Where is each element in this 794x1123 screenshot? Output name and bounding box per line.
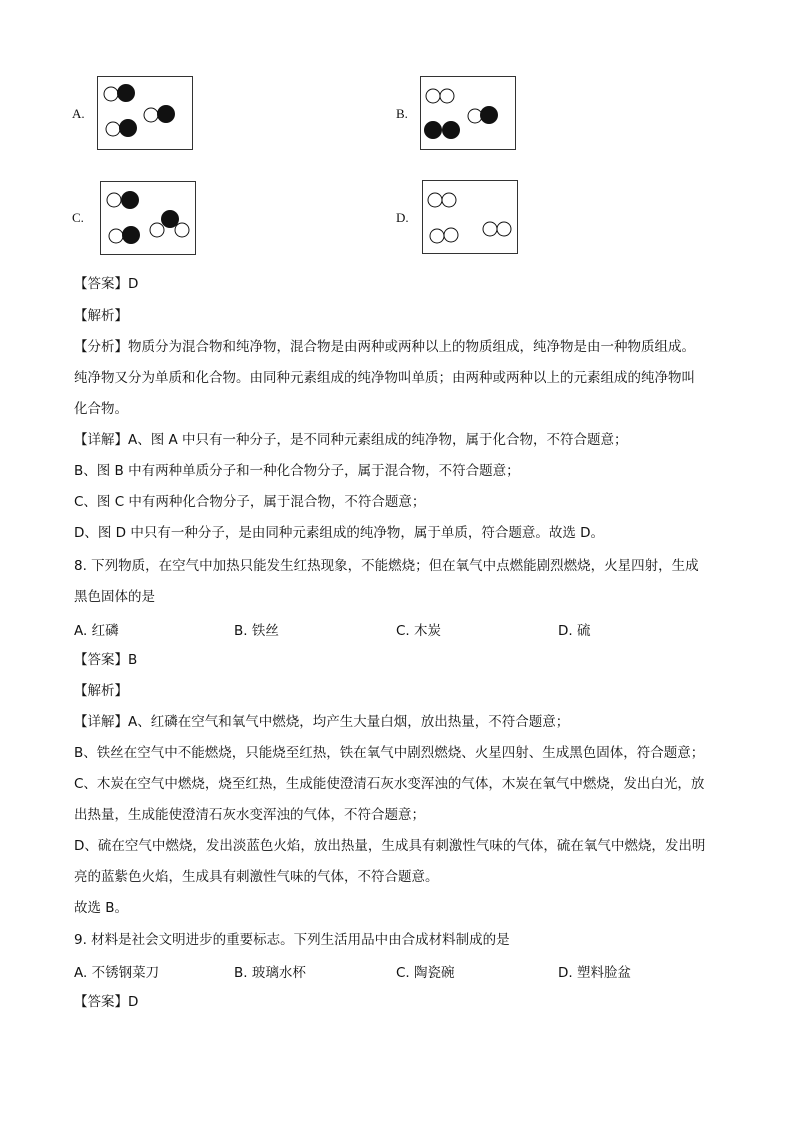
- q8-conclusion: 故选 B。: [74, 900, 129, 916]
- q9-choice-a: A. 不锈钢菜刀: [74, 965, 160, 981]
- q8-choice-a: A. 红磷: [74, 623, 119, 639]
- q7-detail-b: B、图 B 中有两种单质分子和一种化合物分子，属于混合物，不符合题意；: [74, 463, 520, 479]
- q8-choices: [74, 619, 734, 639]
- q8-detail-c1: C、木炭在空气中燃烧，烧至红热，生成能使澄清石灰水变浑浊的气体，木炭在氧气中燃烧，发出白光，放: [74, 776, 705, 792]
- option-c-label: C.: [72, 210, 84, 225]
- diagram-c: [100, 181, 196, 255]
- q9-choice-b: B. 玻璃水杯: [234, 965, 306, 981]
- q8-detail-d2: 亮的蓝紫色火焰，生成具有刺激性气味的气体，不符合题意。: [74, 869, 439, 885]
- q7-analysis-line1: 【分析】物质分为混合物和纯净物，混合物是由两种或两种以上的物质组成，纯净物是由一种物质组成。: [74, 339, 695, 355]
- q8-detail-b: B、铁丝在空气中不能燃烧，只能烧至红热，铁在氧气中剧烈燃烧、火星四射、生成黑色固体，符合题意；: [74, 745, 705, 761]
- option-a-label: A.: [72, 106, 85, 121]
- diagram-d: [422, 180, 518, 254]
- q8-choice-b: B. 铁丝: [234, 623, 279, 639]
- q8-answer: 【答案】B: [74, 652, 138, 668]
- q7-detail-a: 【详解】A、图 A 中只有一种分子，是不同种元素组成的纯净物，属于化合物，不符合题意；: [74, 432, 628, 448]
- q9-answer: 【答案】D: [74, 994, 139, 1010]
- q8-analysis-title: 【解析】: [74, 683, 128, 699]
- option-b-label: B.: [396, 106, 408, 121]
- diagram-a: [97, 76, 193, 150]
- q8-choice-c: C. 木炭: [396, 623, 442, 639]
- q9-choice-c: C. 陶瓷碗: [396, 965, 455, 981]
- q8-detail-a: 【详解】A、红磷在空气和氧气中燃烧，均产生大量白烟，放出热量，不符合题意；: [74, 714, 570, 730]
- q8-detail-c2: 出热量，生成能使澄清石灰水变浑浊的气体，不符合题意；: [74, 807, 425, 823]
- q7-analysis-line3: 化合物。: [74, 401, 128, 417]
- q7-answer: 【答案】D: [74, 276, 139, 292]
- q8-choice-d: D. 硫: [558, 623, 591, 639]
- diagram-b: [420, 76, 516, 150]
- q7-detail-d: D、图 D 中只有一种分子，是由同种元素组成的纯净物，属于单质，符合题意。故选 D。: [74, 525, 605, 541]
- q7-detail-c: C、图 C 中有两种化合物分子，属于混合物，不符合题意；: [74, 494, 426, 510]
- q7-analysis-title: 【解析】: [74, 308, 128, 324]
- option-d-label: D.: [396, 210, 409, 225]
- q8-stem-line1: 8. 下列物质，在空气中加热只能发生红热现象，不能燃烧；但在氧气中点燃能剧烈燃烧，火星四射，生成: [74, 558, 699, 574]
- q9-choices: [74, 961, 734, 981]
- q7-analysis-line2: 纯净物又分为单质和化合物。由同种元素组成的纯净物叫单质；由两种或两种以上的元素组成的纯净物叫: [74, 370, 695, 386]
- q8-detail-d1: D、硫在空气中燃烧，发出淡蓝色火焰，放出热量，生成具有刺激性气味的气体，硫在氧气中燃烧，发出明: [74, 838, 706, 854]
- q9-choice-d: D. 塑料脸盆: [558, 965, 631, 981]
- q8-stem-line2: 黑色固体的是: [74, 589, 155, 605]
- q9-stem: 9. 材料是社会文明进步的重要标志。下列生活用品中由合成材料制成的是: [74, 932, 510, 948]
